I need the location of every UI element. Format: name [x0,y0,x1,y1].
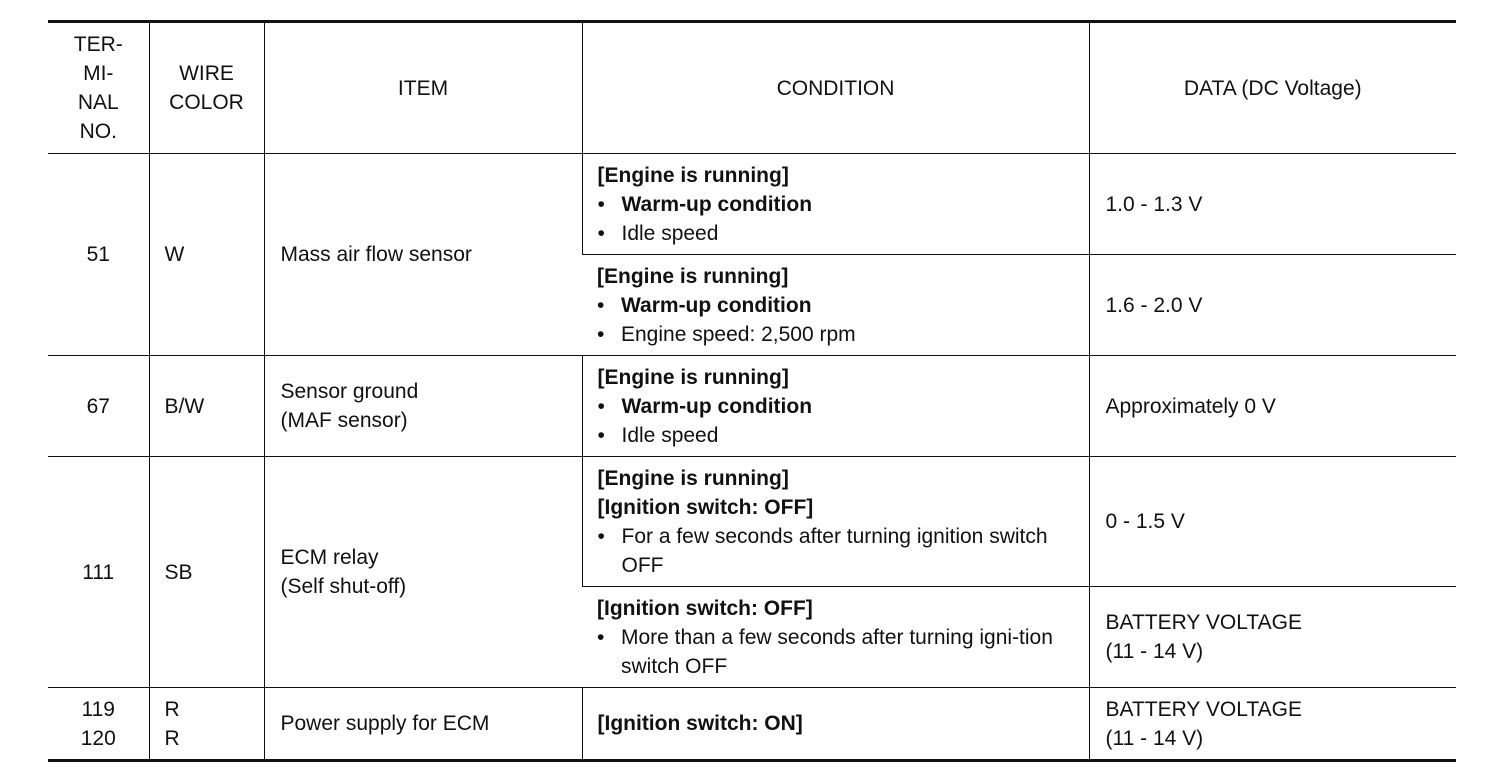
data-voltage-cell: Approximately 0 V [1089,356,1456,457]
condition-bullet-text: Idle speed [621,221,719,245]
item-cell: Mass air flow sensor [264,154,582,356]
condition-bullet-text: More than a few seconds after turning igni-tion switch OFF [621,625,1053,678]
condition-bullet-text: Warm-up condition [621,394,813,418]
terminal-no-cell: 51 [48,154,149,356]
item-cell: ECM relay (Self shut-off) [264,457,582,688]
table-row [48,688,1456,761]
terminal-no-cell: 119 120 [48,688,149,761]
data-voltage-cell: 0 - 1.5 V [1089,457,1456,587]
header-terminal-no: TER- MI- NAL NO. [48,22,149,154]
table-body [48,154,1456,761]
wire-color-cell: B/W [149,356,264,457]
condition-bullet [597,320,1079,349]
header-item: ITEM [264,22,582,154]
condition-bullet-text: Engine speed: 2,500 rpm [621,322,856,346]
condition-heading: [Engine is running] [597,365,789,389]
condition-bullet-text: Warm-up condition [621,192,813,216]
condition-heading: [Ignition switch: ON] [597,712,803,735]
bullet-icon: • [597,423,605,447]
terminal-no-cell: 111 [48,457,149,688]
condition-bullet [598,190,1079,219]
condition-heading: [Ignition switch: OFF] [597,596,813,620]
bullet-icon: • [597,322,605,346]
table-row [48,356,1456,457]
terminal-no-cell: 67 [48,356,149,457]
header-data: DATA (DC Voltage) [1089,22,1456,154]
table-row [48,154,1456,255]
condition-bullet-text: Warm-up condition [621,293,812,317]
condition-cell [582,457,1089,587]
condition-bullet-text: For a few seconds after turning ignition switch OFF [621,524,1048,577]
condition-cell [582,688,1089,761]
bullet-icon: • [597,192,605,216]
terminal-data-table [48,20,1456,762]
wire-color-cell: R R [149,688,264,761]
wire-color-cell: SB [149,457,264,688]
condition-bullet [598,522,1079,580]
condition-bullet [598,392,1079,421]
condition-heading: [Ignition switch: OFF] [597,495,814,519]
condition-cell [582,356,1089,457]
condition-heading: [Engine is running] [597,163,789,187]
table-row [48,457,1456,587]
bullet-icon: • [597,293,605,317]
data-voltage-cell: BATTERY VOLTAGE (11 - 14 V) [1089,587,1456,688]
condition-bullet-text: Idle speed [621,423,719,447]
condition-heading: [Engine is running] [597,264,789,288]
bullet-icon: • [597,625,605,649]
data-voltage-cell: 1.0 - 1.3 V [1089,154,1456,255]
item-cell: Sensor ground (MAF sensor) [264,356,582,457]
condition-bullet [597,623,1079,681]
table-header [48,22,1456,154]
condition-cell [582,154,1089,255]
item-cell: Power supply for ECM [264,688,582,761]
condition-cell [582,587,1089,688]
header-wire-color: WIRE COLOR [149,22,264,154]
condition-bullet [597,291,1079,320]
bullet-icon: • [597,221,605,245]
wire-color-cell: W [149,154,264,356]
condition-bullet [598,219,1079,248]
data-voltage-cell: BATTERY VOLTAGE (11 - 14 V) [1089,688,1456,761]
condition-cell [582,255,1089,356]
condition-heading: [Engine is running] [597,466,789,490]
condition-bullet [598,421,1079,450]
data-voltage-cell: 1.6 - 2.0 V [1089,255,1456,356]
header-row [48,22,1456,154]
header-condition: CONDITION [582,22,1089,154]
bullet-icon: • [597,524,605,548]
bullet-icon: • [597,394,605,418]
